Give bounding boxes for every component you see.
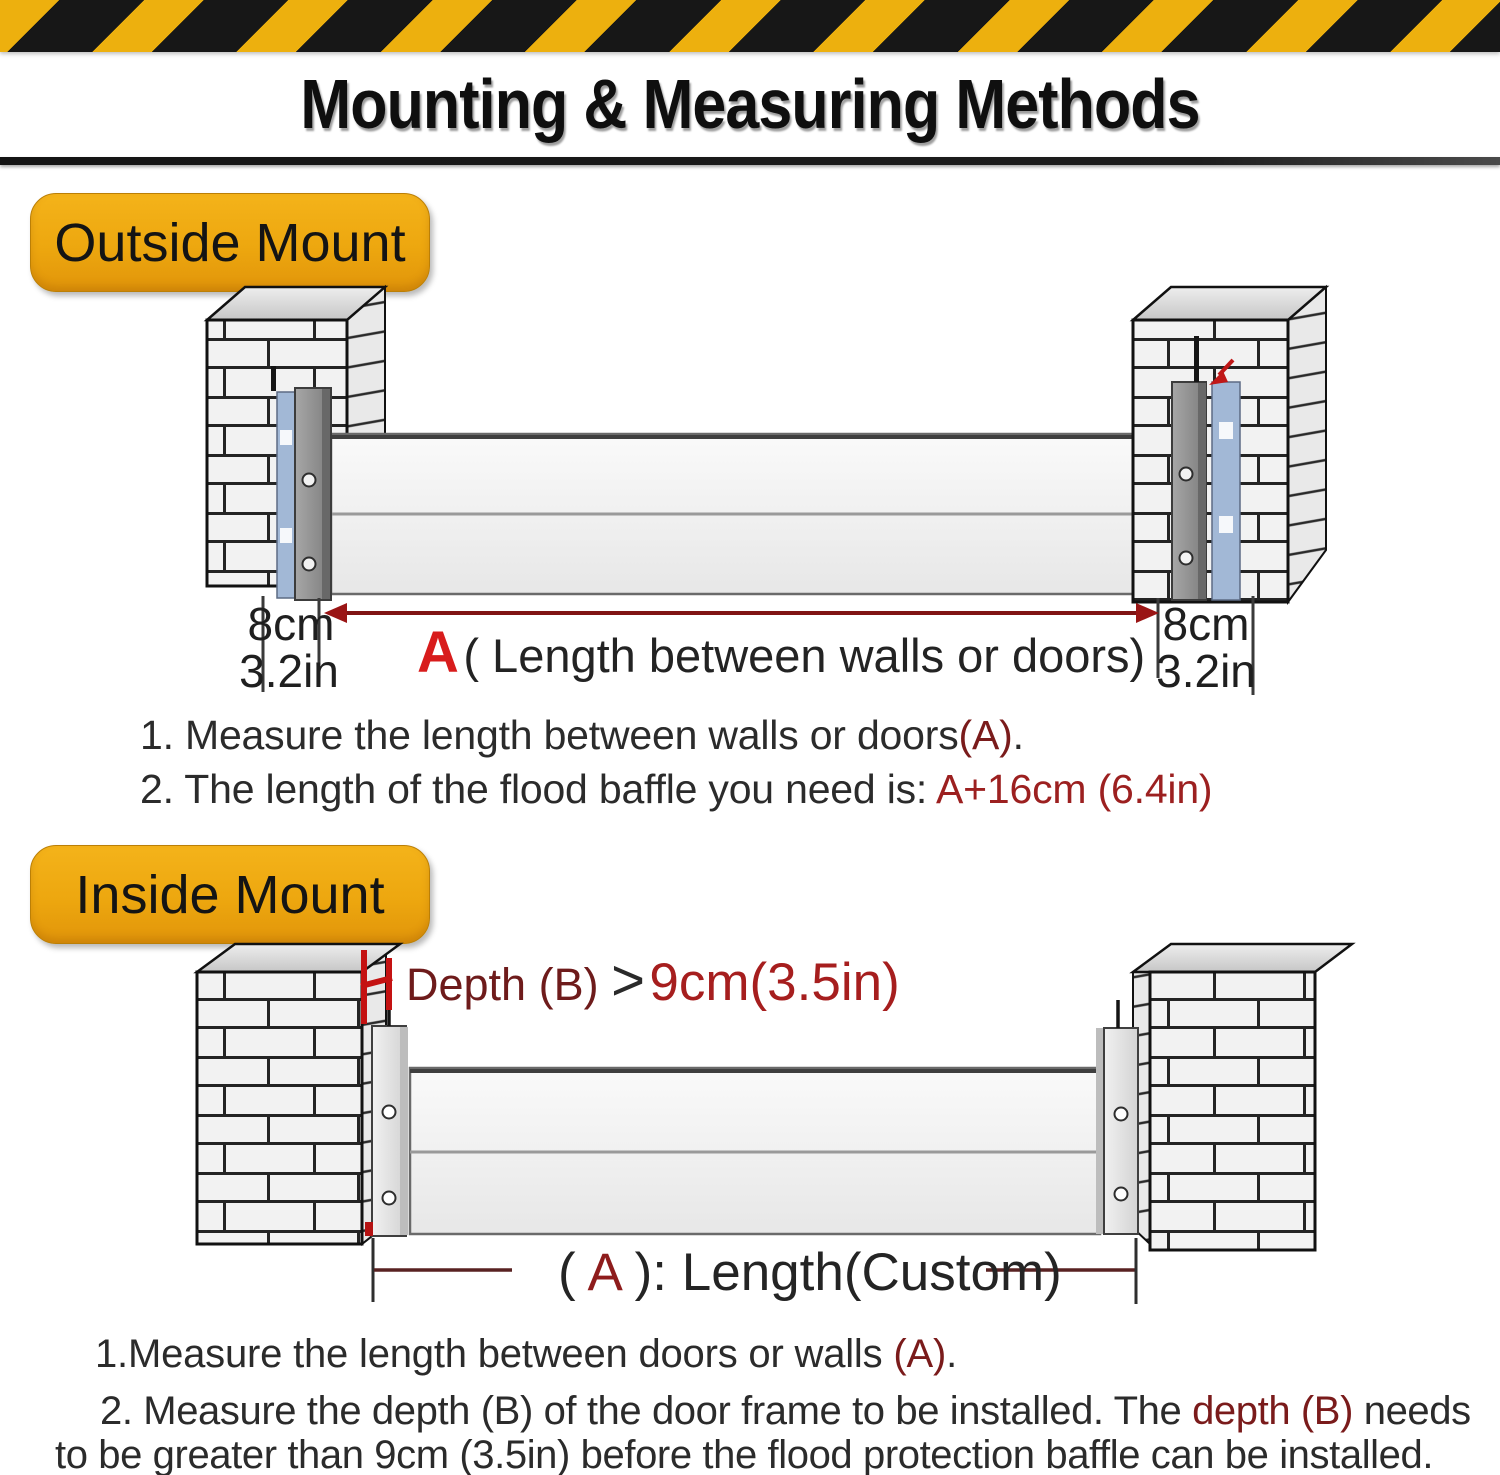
inside-step-2 (100, 1389, 1471, 1434)
depth-value: 9cm(3.5in) (649, 953, 900, 1012)
depth-annotation (406, 948, 900, 1013)
length-rest: ): Length(Custom) (634, 1243, 1062, 1302)
span-label (417, 620, 1145, 685)
pillar-side-face (1288, 287, 1326, 602)
step-text: 2. The length of the flood baffle you need is: (140, 766, 937, 812)
page-title: Mounting & Measuring Methods (300, 65, 1200, 143)
step-text: needs (1353, 1389, 1471, 1433)
screw-hole (383, 1106, 396, 1119)
outside-step-2 (140, 766, 1212, 813)
screw-hole (303, 474, 316, 487)
channel-edge (322, 389, 330, 599)
step-text: to be greater than 9cm (3.5in) before the flood protection baffle can be installed. (55, 1433, 1434, 1475)
screw-hole (303, 558, 316, 571)
seal-strip-mark (280, 430, 292, 445)
plate-fold (400, 1027, 408, 1235)
step-highlight: (A) (958, 712, 1013, 758)
screw-hole (1180, 468, 1193, 481)
step-highlight: depth (B) (1192, 1389, 1354, 1433)
screw-hole (1180, 552, 1193, 565)
anchor-pin (271, 366, 276, 391)
pillar-brick-face (197, 972, 362, 1244)
depth-label: Depth (B) (406, 959, 612, 1010)
plate-fold (1096, 1028, 1104, 1234)
pillar-brick-face (1150, 972, 1315, 1250)
dim-left-cm: 8cm (247, 598, 335, 650)
pillar-brick-face (1133, 320, 1288, 602)
outside-step-1 (140, 712, 1024, 759)
length-label (558, 1243, 1062, 1302)
span-label-a: A (417, 620, 459, 685)
outside-barrier-panel (331, 434, 1169, 594)
outside-mount-badge (30, 193, 430, 292)
inside-right-pillar (1133, 944, 1352, 1250)
inside-step-1 (95, 1332, 957, 1377)
outside-left-bracket (271, 366, 331, 600)
channel-edge (1198, 383, 1206, 599)
inside-barrier-panel (410, 1068, 1100, 1234)
depth-gt-sign: > (611, 948, 645, 1013)
screw-hole (383, 1192, 396, 1205)
seal-strip (277, 392, 295, 598)
inside-right-bracket (1096, 1000, 1138, 1234)
seal-strip-mark (280, 528, 292, 543)
dim-right-in: 3.2in (1156, 645, 1256, 697)
mount-plate (1104, 1028, 1138, 1234)
length-a: A (587, 1243, 620, 1302)
step-text: . (946, 1332, 957, 1376)
inside-mount-badge (30, 845, 430, 944)
pillar-top-face (197, 944, 400, 972)
step-text: 1.Measure the length between doors or walls (95, 1332, 894, 1376)
red-base-mark (365, 1222, 373, 1236)
outside-dimensions (239, 596, 1256, 697)
inside-step-2-continued (55, 1433, 1433, 1475)
separator-line (0, 157, 1500, 165)
pillar-top-face (1133, 944, 1352, 972)
seal-strip-mark (1219, 422, 1233, 439)
step-highlight: A+16cm (6.4in) (936, 766, 1213, 812)
screw-hole (1115, 1108, 1128, 1121)
seal-strip (1212, 382, 1240, 600)
inside-mount-label: Inside Mount (75, 864, 385, 925)
hazard-stripe-banner (0, 0, 1500, 52)
inside-left-bracket (365, 1010, 408, 1236)
step-highlight: (A) (893, 1332, 947, 1376)
dim-right-cm: 8cm (1162, 598, 1250, 650)
inside-dimensions (373, 1238, 1136, 1304)
outside-mount-diagram (0, 280, 1500, 700)
outside-mount-label: Outside Mount (54, 212, 406, 273)
dim-left-in: 3.2in (239, 645, 339, 697)
span-label-rest: ( Length between walls or doors) (463, 629, 1146, 682)
inside-mount-diagram (0, 940, 1500, 1330)
step-text: 2. Measure the depth (B) of the door frame to be installed. The (100, 1389, 1193, 1433)
seal-strip-mark (1219, 516, 1233, 533)
step-text: . (1012, 712, 1024, 758)
screw-hole (1115, 1188, 1128, 1201)
inside-left-pillar (197, 944, 400, 1244)
anchor-pin (1194, 336, 1199, 382)
length-open: ( (558, 1243, 576, 1302)
step-text: 1. Measure the length between walls or doors (140, 712, 959, 758)
